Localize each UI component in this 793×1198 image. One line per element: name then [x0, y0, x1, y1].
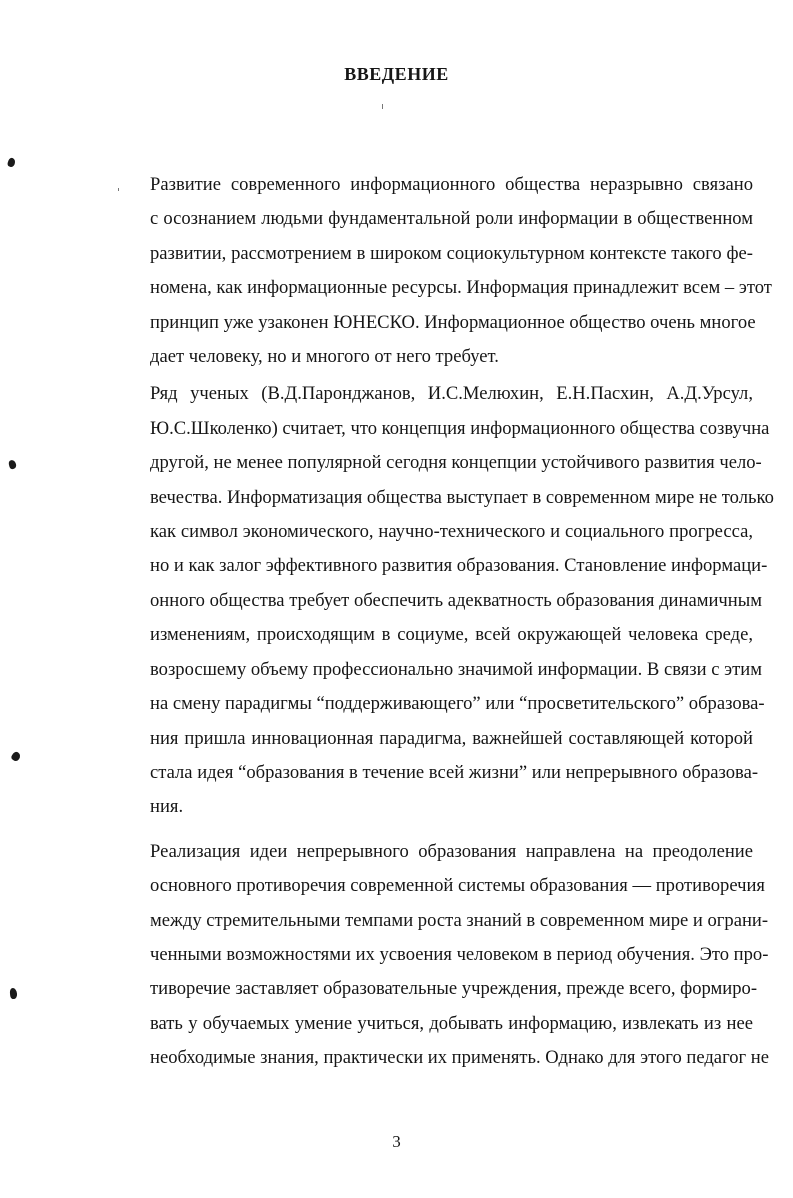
text-line: другой, не менее популярной сегодня концепции устойчивого развития чело- [150, 452, 762, 474]
text-line: возросшему объему профессионально значимой информации. В связи с этим [150, 658, 762, 680]
text-line: ченными возможностями их усвоения человеком в период обучения. Это про- [150, 943, 769, 965]
text-line: принцип уже узаконен ЮНЕСКО. Информационное общество очень многое [150, 311, 756, 333]
paragraph-1 [106, 168, 772, 374]
text-line: развитии, рассмотрением в широком социокультурном контексте такого фе- [150, 242, 753, 264]
scan-speck [8, 459, 17, 470]
text-line: с осознанием людьми фундаментальной роли информации в общественном [150, 208, 753, 230]
text-line: Ю.С.Школенко) считает, что концепция информационного общества созвучна [150, 417, 770, 439]
text-line: Ряд ученых (В.Д.Паронджанов, И.С.Мелюхин, Е.Н.Пасхин, А.Д.Урсул, [150, 383, 753, 405]
scan-mark [382, 104, 383, 109]
page-title: ВВЕДЕНИЕ [344, 64, 449, 84]
paragraph-2 [106, 377, 774, 824]
text-line: ния пришла инновационная парадигма, важнейшей составляющей которой [150, 727, 753, 749]
scan-speck [10, 751, 22, 763]
text-line: вечества. Информатизация общества выступает в современном мире не только [150, 486, 774, 508]
scan-speck [10, 988, 18, 1000]
text-line: дает человеку, но и многого от него требует. [150, 346, 499, 368]
text-line: необходимые знания, практически их применять. Однако для этого педагог не [150, 1047, 770, 1069]
text-line: Реализация идеи непрерывного образования направлена на преодоление [150, 840, 753, 862]
paragraph-3 [106, 835, 770, 1076]
text-line: тиворечие заставляет образовательные учреждения, прежде всего, формиро- [150, 978, 758, 1000]
text-line: между стремительными темпами роста знаний в современном мире и ограни- [150, 909, 769, 931]
text-line: стала идея “образования в течение всей жизни” или непрерывного образова- [150, 761, 759, 783]
text-line: Развитие современного информационного общества неразрывно связано [150, 174, 753, 195]
text-line: ния. [150, 796, 184, 818]
page-number: 3 [392, 1132, 401, 1151]
text-line: но и как залог эффективного развития образования. Становление информаци- [150, 555, 768, 577]
text-line: вать у обучаемых умение учиться, добывать информацию, извлекать из нее [150, 1012, 753, 1034]
body-text [106, 168, 774, 1076]
scan-speck [7, 157, 17, 168]
text-line: номена, как информационные ресурсы. Информация принадлежит всем – этот [150, 277, 772, 299]
text-line: изменениям, происходящим в социуме, всей окружающей человека среде, [150, 624, 753, 646]
text-line: онного общества требует обеспечить адекватность образования динамичным [150, 589, 762, 611]
text-line: на смену парадигмы “поддерживающего” или “просветительского” образова- [150, 693, 765, 715]
text-line: основного противоречия современной системы образования — противоречия [150, 875, 765, 897]
text-line: как символ экономического, научно-технического и социального прогресса, [150, 521, 753, 543]
